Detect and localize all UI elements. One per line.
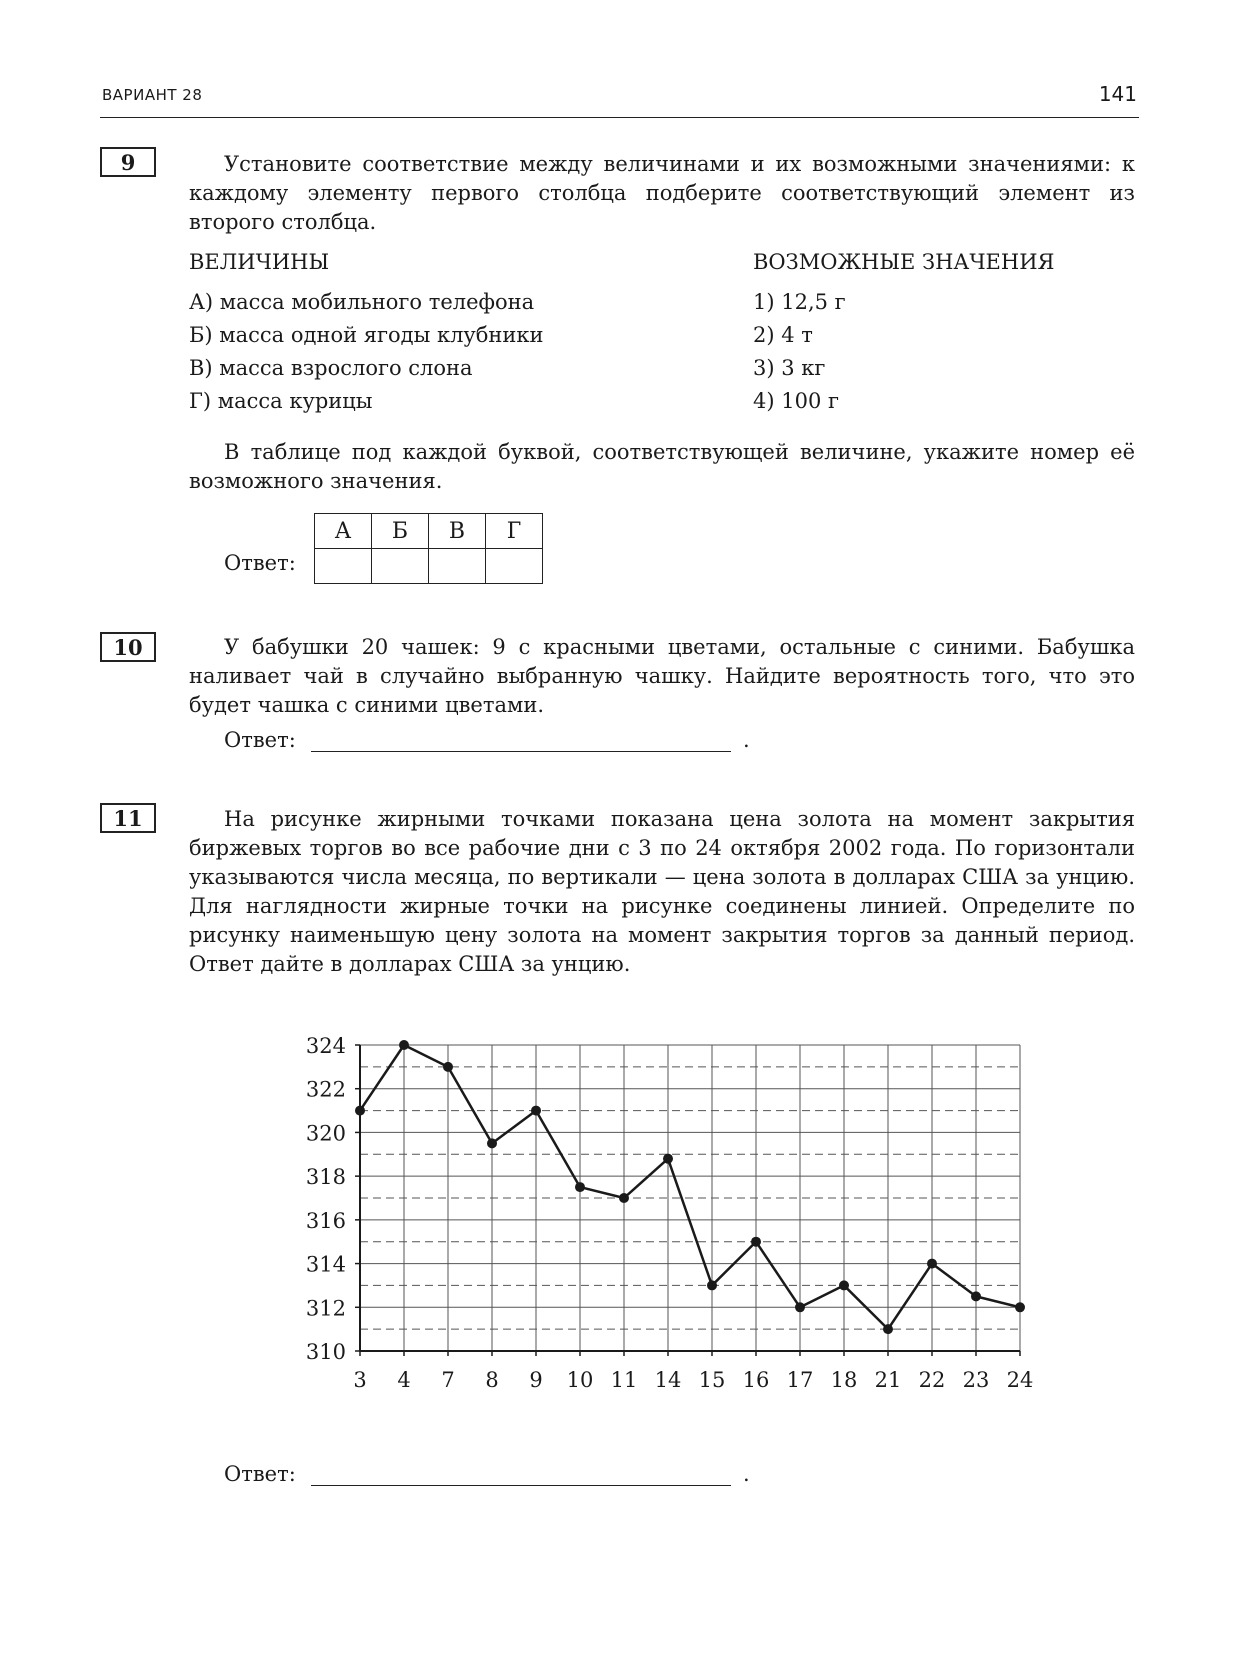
quantity-g: Г) масса курицы — [189, 389, 373, 413]
question-9-number: 9 — [100, 147, 156, 177]
x-tick-label: 14 — [654, 1368, 682, 1392]
x-tick-label: 3 — [353, 1368, 367, 1392]
y-tick-label: 322 — [305, 1077, 346, 1102]
price-point — [1015, 1302, 1025, 1312]
chart-x-ticks — [353, 1351, 1033, 1392]
y-tick-label: 318 — [305, 1165, 346, 1190]
x-tick-label: 22 — [918, 1368, 946, 1392]
value-3: 3) 3 кг — [753, 356, 826, 380]
x-tick-label: 9 — [529, 1368, 543, 1392]
price-point — [751, 1237, 761, 1247]
question-9-text: Установите соответствие между величинами и их возможными значениями: к каждому элементу первого столбца подберите соответствующий элемент из второго столбца. — [189, 152, 1135, 234]
y-tick-label: 310 — [305, 1340, 346, 1364]
question-10-text: У бабушки 20 чашек: 9 с красными цветами, остальные с синими. Бабушка наливает чай в случайно выбранную чашку. Найдите вероятность того, что это будет чашка с синими цветами. — [189, 635, 1135, 717]
answer-cell-a[interactable] — [315, 549, 372, 584]
answer-table-header-row — [315, 514, 543, 549]
question-11-answer-label: Ответ: — [224, 1462, 296, 1486]
quantity-a: А) масса мобильного телефона — [189, 290, 535, 314]
question-11-answer-line[interactable] — [311, 1485, 731, 1486]
quantity-b: Б) масса одной ягоды клубники — [189, 323, 544, 347]
x-tick-label: 11 — [610, 1368, 638, 1392]
quantities-list — [189, 286, 544, 418]
answer-cell-v[interactable] — [429, 549, 486, 584]
question-11-answer-end: . — [743, 1462, 750, 1486]
x-tick-label: 21 — [874, 1368, 902, 1392]
question-10-answer-end: . — [743, 728, 750, 752]
price-point — [619, 1193, 629, 1203]
question-9-instruction: В таблице под каждой буквой, соответствующей величине, укажите номер её возможного значения. — [189, 440, 1135, 493]
price-point — [443, 1062, 453, 1072]
page-number: 141 — [1098, 82, 1137, 106]
answer-table — [314, 513, 543, 584]
chart-grid — [360, 1045, 1020, 1351]
value-1: 1) 12,5 г — [753, 290, 846, 314]
y-tick-label: 314 — [305, 1252, 346, 1277]
x-tick-label: 16 — [742, 1368, 770, 1392]
price-point — [663, 1154, 673, 1164]
y-tick-label: 324 — [305, 1034, 346, 1058]
price-point — [487, 1138, 497, 1148]
x-tick-label: 15 — [698, 1368, 726, 1392]
price-line — [360, 1045, 1020, 1329]
values-list — [753, 286, 846, 418]
answer-table-header-b: Б — [372, 514, 429, 549]
y-tick-label: 320 — [305, 1121, 346, 1146]
y-tick-label: 316 — [305, 1208, 346, 1233]
answer-cell-g[interactable] — [486, 549, 543, 584]
value-2: 2) 4 т — [753, 323, 813, 347]
x-tick-label: 24 — [1006, 1368, 1034, 1392]
answer-table-header-g: Г — [486, 514, 543, 549]
x-tick-label: 23 — [962, 1368, 990, 1392]
price-point — [575, 1182, 585, 1192]
price-point — [531, 1106, 541, 1116]
question-9-answer-label: Ответ: — [224, 551, 296, 575]
quantity-v: В) масса взрослого слона — [189, 356, 473, 380]
question-10-answer-label: Ответ: — [224, 728, 296, 752]
running-header-variant: ВАРИАНТ 28 — [102, 86, 203, 104]
question-11-text: На рисунке жирными точками показана цена золота на момент закрытия биржевых торгов во все рабочие дни с 3 по 24 октября 2002 года. По горизонтали указываются числа месяца, по вертикали — цена золота в долларах США за унцию. Для наглядности жирные точки на рисунке соединены линией. Определите по рисунку наименьшую цену золота на момент закрытия торгов за данный период. Ответ дайте в долларах США за унцию. — [189, 807, 1135, 976]
x-tick-label: 7 — [441, 1368, 455, 1392]
y-tick-label: 312 — [305, 1296, 346, 1321]
values-heading: ВОЗМОЖНЫЕ ЗНАЧЕНИЯ — [753, 250, 1055, 274]
chart-series — [355, 1040, 1025, 1334]
question-10-number: 10 — [100, 632, 156, 662]
question-11-number: 11 — [100, 803, 156, 833]
price-point — [839, 1280, 849, 1290]
price-point — [927, 1259, 937, 1269]
x-tick-label: 18 — [830, 1368, 858, 1392]
x-tick-label: 4 — [397, 1368, 411, 1392]
answer-table-header-a: А — [315, 514, 372, 549]
x-tick-label: 8 — [485, 1368, 499, 1392]
chart-y-ticks — [306, 1034, 360, 1364]
price-point — [795, 1302, 805, 1312]
x-tick-label: 10 — [566, 1368, 594, 1392]
x-tick-label: 17 — [786, 1368, 814, 1392]
quantities-heading: ВЕЛИЧИНЫ — [189, 250, 330, 274]
price-point — [707, 1280, 717, 1290]
price-point — [883, 1324, 893, 1334]
question-10-answer-line[interactable] — [311, 751, 731, 752]
answer-table-header-v: В — [429, 514, 486, 549]
answer-cell-b[interactable] — [372, 549, 429, 584]
price-point — [355, 1106, 365, 1116]
answer-table-input-row — [315, 549, 543, 584]
price-point — [399, 1040, 409, 1050]
value-4: 4) 100 г — [753, 389, 839, 413]
gold-price-chart — [280, 1020, 1040, 1400]
header-divider — [100, 117, 1139, 118]
price-point — [971, 1291, 981, 1301]
